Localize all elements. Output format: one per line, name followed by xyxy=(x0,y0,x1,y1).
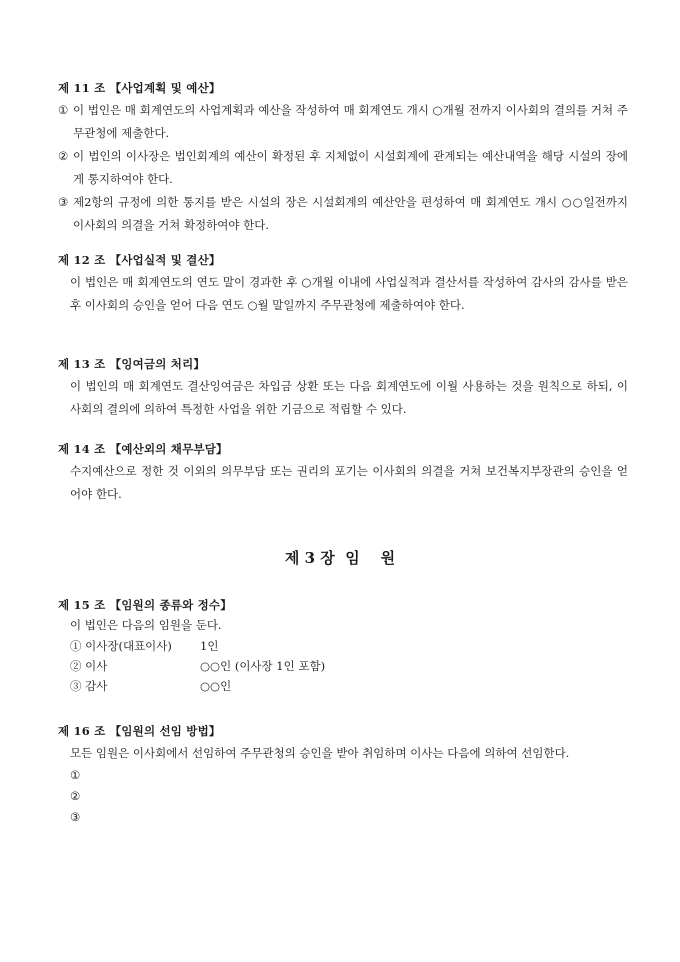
item-text: 제2항의 규정에 의한 통지를 받은 시설의 장은 시설회계의 예산안을 편성하여 매 회계연도 개시 ○○일전까지 이사회의 의결을 거쳐 확정하여야 한다. xyxy=(73,195,628,232)
article-13-body: 이 법인의 매 회계연도 결산잉여금은 차입금 상환 또는 다음 회계연도에 이월 사용하는 것을 원칙으로 하되, 이사회의 결의에 의하여 특정한 사업을 위한 기금으로 적립할 수 있다. xyxy=(70,379,628,416)
article-13-heading: 제 13 조 【잉여금의 처리】 xyxy=(58,357,206,371)
item-marker: ① xyxy=(58,103,69,117)
officer-row-1 xyxy=(58,636,628,656)
article-13 xyxy=(58,356,628,421)
article-14 xyxy=(58,441,628,506)
empty-item-3: ③ xyxy=(70,810,81,824)
item-text: 이 법인의 이사장은 법인회계의 예산이 확정된 후 지체없이 시설회계에 관계되는 예산내역을 해당 시설의 장에게 통지하여야 한다. xyxy=(73,149,628,186)
article-11-item-3 xyxy=(58,191,628,237)
article-11-item-2 xyxy=(58,145,628,191)
article-15 xyxy=(58,597,628,696)
article-15-body: 이 법인은 다음의 임원을 둔다. xyxy=(70,618,222,632)
officer-role: ③ 감사 xyxy=(70,679,108,693)
article-12-heading: 제 12 조 【사업실적 및 결산】 xyxy=(58,253,221,267)
officer-count: 1인 xyxy=(200,639,219,653)
officer-role: ② 이사 xyxy=(70,659,108,673)
item-text: 이 법인은 매 회계연도의 사업계획과 예산을 작성하여 매 회계연도 개시 ○개월 전까지 이사회의 결의를 거쳐 주무관청에 제출한다. xyxy=(73,103,628,140)
officer-row-3 xyxy=(58,676,628,696)
item-marker: ② xyxy=(58,149,69,163)
article-14-heading: 제 14 조 【예산외의 채무부담】 xyxy=(58,442,228,456)
article-11-item-1 xyxy=(58,99,628,145)
article-16-body: 모든 임원은 이사회에서 선임하여 주무관청의 승인을 받아 취임하며 이사는 다음에 의하여 선임한다. xyxy=(70,746,570,760)
article-15-heading: 제 15 조 【임원의 종류와 정수】 xyxy=(58,598,232,612)
article-16 xyxy=(58,723,628,828)
chapter-title: 제 3 장 임 원 xyxy=(284,549,396,567)
officer-role: ① 이사장(대표이사) xyxy=(70,639,172,653)
empty-item-2: ② xyxy=(70,789,81,803)
article-12 xyxy=(58,252,628,317)
article-11-heading: 제 11 조 【사업계획 및 예산】 xyxy=(58,81,221,95)
officer-count: ○○인 (이사장 1인 포함) xyxy=(200,659,326,673)
item-marker: ③ xyxy=(58,195,69,209)
article-11 xyxy=(58,80,628,237)
article-16-heading: 제 16 조 【임원의 선임 방법】 xyxy=(58,724,221,738)
article-14-body: 수지예산으로 정한 것 이외의 의무부담 또는 권리의 포기는 이사회의 의결을 거쳐 보건복지부장관의 승인을 얻어야 한다. xyxy=(70,464,628,501)
article-12-body: 이 법인은 매 회계연도의 연도 말이 경과한 후 ○개월 이내에 사업실적과 결산서를 작성하여 감사의 감사를 받은 후 이사회의 승인을 얻어 다음 연도 ○월 말일까지 주무관청에 제출하여야 한다. xyxy=(70,275,628,312)
officer-count: ○○인 xyxy=(200,679,232,693)
empty-item-1: ① xyxy=(70,768,81,782)
officer-row-2 xyxy=(58,656,628,676)
